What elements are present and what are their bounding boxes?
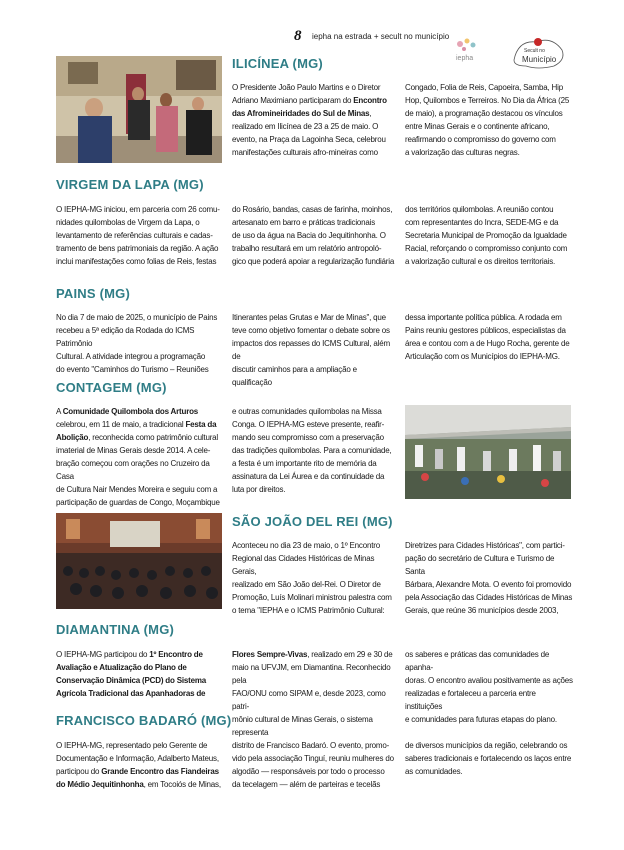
contagem-col2: e outras comunidades quilombolas na Missa Conga. O IEPHA-MG esteve presente, reafir- mando seu compromisso com a preservação das tradições quilombolas. Para a comunidade, a festa é um importante rito de memória da assinatura da Lei Áurea e da continuidade da luta por direitos. — [232, 407, 392, 494]
section-heading-pains: PAINS (MG) — [56, 286, 130, 301]
diamantina-col1: O IEPHA-MG participou do 1º Encontro de Avaliação e Atualização do Plano de Conservação Dinâmica (PCD) do Sistema Agrícola Tradicional das Apanhadoras de — [56, 650, 206, 698]
section-heading-virgem-da-lapa: VIRGEM DA LAPA (MG) — [56, 177, 204, 192]
svg-text:Município: Município — [522, 55, 557, 64]
diamantina-col3: os saberes e práticas das comunidades de apanha- doras. O encontro avaliou positivamente as ações realizadas e fortaleceu a parceria entre instituições e comunidades para futuras etapas do plano. — [405, 650, 573, 724]
ilicinea-col1: O Presidente João Paulo Martins e o Diretor Adriano Maximiano participaram do Encontro das Afromineiridades do Sul de Minas, realizado em Ilicínea de 23 a 25 de maio. O evento, na Praça da Lagoinha Seca, celebrou manifestações culturais afro-mineiras como — [232, 83, 387, 157]
running-title: iepha na estrada + secult no município — [312, 32, 450, 41]
badaro-col3: de diversos municípios da região, celebrando os saberes tradicionais e fortalecendo os laços entre as comunidades. — [405, 741, 572, 776]
contagem-col1: A Comunidade Quilombola dos Arturos celebrou, em 11 de maio, a tradicional Festa da Abolição, reconhecida como patrimônio cultural imaterial de Minas Gerais desde 2014. A cele- bração começou com orações no Cruzeiro da Casa de Cultura Nair Mendes Moreira e seguiu com a participação de guardas de Congo, Moçambique — [56, 407, 220, 507]
virgem-col3: dos territórios quilombolas. A reunião contou com representantes do Incra, SEDE-MG e da Secretaria Municipal de Promoção da Igualdade Racial, reforçando o compromisso conjunto com a valorização cultural e os direitos territoriais. — [405, 205, 568, 266]
badaro-col1: O IEPHA-MG, representado pelo Gerente de Documentação e Informação, Adalberto Mateus, participou do Grande Encontro das Fiandeiras do Médio Jequitinhonha, em Tocoiós de Minas, — [56, 741, 221, 789]
section-heading-francisco-badaro: FRANCISCO BADARÓ (MG) — [56, 713, 232, 728]
section-heading-ilicinea: ILICÍNEA (MG) — [232, 56, 323, 71]
badaro-col2: distrito de Francisco Badaró. O evento, promo- vido pela associação Tinguí, reuniu mulheres do algodão — responsáveis por todo o processo da tecelagem — além de parteiras e tecelãs — [232, 741, 394, 789]
ilicinea-photo — [56, 56, 222, 163]
iepha-logo — [450, 34, 500, 64]
section-heading-sao-joao-del-rei: SÃO JOÃO DEL REI (MG) — [232, 514, 393, 529]
pains-col2: Itinerantes pelas Grutas e Mar de Minas", que teve como objetivo fomentar o debate sobre os impactos dos repasses do ICMS Cultural, além de discutir caminhos para a ampliação e qualificação — [232, 313, 390, 387]
virgem-col1: O IEPHA-MG iniciou, em parceria com 26 comu- nidades quilombolas de Virgem da Lapa, o levantamento de referências culturais e cadas- tramento de bens patrimoniais da região. A ação inclui manifestações como folias de Reis, festas — [56, 205, 220, 266]
virgem-col2: do Rosário, bandas, casas de farinha, moinhos, artesanato em barro e práticas tradicionais de uso da água na Bacia do Jequitinhonha. O trabalho resultará em um relatório antropoló- gico que poderá apoiar a regularização fundiária — [232, 205, 395, 266]
section-heading-contagem: CONTAGEM (MG) — [56, 380, 167, 395]
page-number: 8 — [294, 28, 302, 44]
svg-text:iepha: iepha — [456, 55, 474, 62]
secult-no-municipio-logo — [508, 30, 568, 72]
sao-joao-col1: Aconteceu no dia 23 de maio, o 1º Encontro Regional das Cidades Históricas de Minas Gerais, realizado em São João del-Rei. O Diretor de Promoção, Luís Molinari ministrou palestra com o tema "IEPHA e o ICMS Patrimônio Cultural: — [232, 541, 392, 615]
sao-joao-del-rei-photo — [56, 513, 222, 609]
svg-text:Secult no: Secult no — [524, 48, 545, 54]
section-heading-diamantina: DIAMANTINA (MG) — [56, 622, 175, 637]
pains-col1: No dia 7 de maio de 2025, o município de Pains recebeu a 5ª edição da Rodada do ICMS Patrimônio Cultural. A atividade integrou a programação do evento "Caminhos do Turismo – Reuniões — [56, 313, 218, 374]
sao-joao-col2: Diretrizes para Cidades Históricas", com partici- pação do secretário de Cultura e Turismo de Santa Bárbara, Alexandre Mota. O evento foi promovido pela Associação das Cidades Históricas de Minas Gerais, que reúne 36 municípios desde 2003, — [405, 541, 573, 615]
ilicinea-col2: Congado, Folia de Reis, Capoeira, Samba, Hip Hop, Quilombos e Terreiros. No Dia da África (25 de maio), a programação destacou os vínculos entre Minas Gerais e o continente africano, reafirmando o compromisso do governo com a valorização das culturas negras. — [405, 83, 570, 157]
contagem-photo — [405, 405, 571, 499]
diamantina-col2: Flores Sempre-Vivas, realizado em 29 e 30 de maio na UFVJM, em Diamantina. Reconhecido pela FAO/ONU como SIPAM e, desde 2023, como patri- mônio cultural de Minas Gerais, o sistema representa — [232, 650, 393, 737]
pains-col3: dessa importante política pública. A rodada em Pains reuniu gestores públicos, especialistas da área e contou com a de Hugo Rocha, gerente de Articulação com os Municípios do IEPHA-MG. — [405, 313, 570, 361]
